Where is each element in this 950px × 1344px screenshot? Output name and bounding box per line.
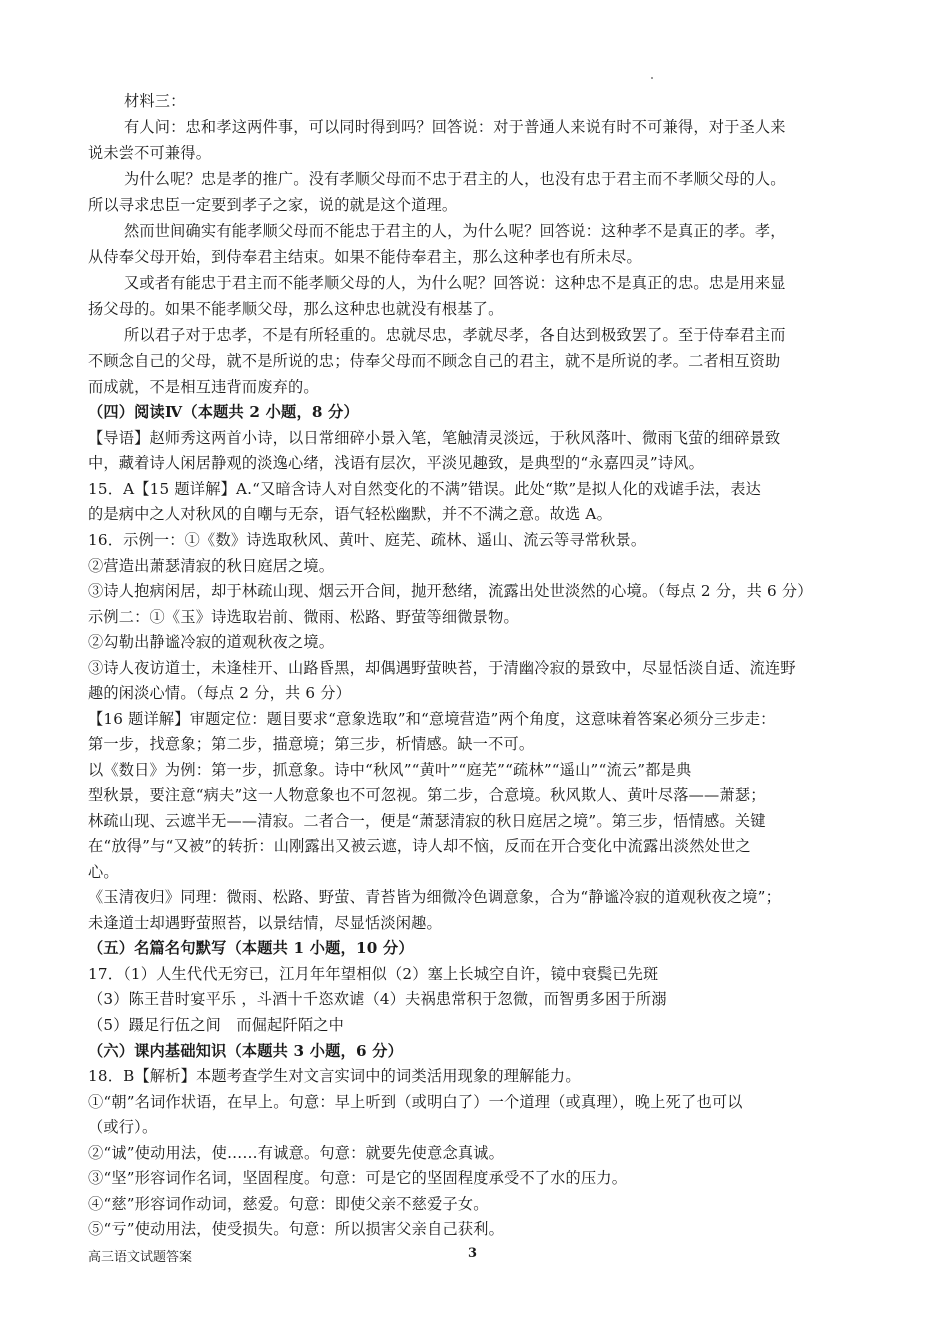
section6-heading: （六）课内基础知识（本题共 3 小题，6 分）: [88, 1042, 403, 1060]
section5-line: （5）蹑足行伍之间 而倔起阡陌之中: [88, 1016, 345, 1034]
section4-line: ②勾勒出静谧冷寂的道观秋夜之境。: [88, 633, 335, 651]
section4-line: ③诗人夜访道士，未逢桂开、山路昏黑，却偶遇野萤映苔，于清幽冷寂的景致中，尽显恬淡自适、流连野: [88, 659, 796, 677]
material3-title: 材料三：: [124, 92, 186, 110]
section4-line: ③诗人抱病闲居，却于林疏山现、烟云开合间，抛开愁绪，流露出处世淡然的心境。（每点 2 分，共 6 分）: [88, 582, 813, 600]
scan-speck: [651, 77, 653, 79]
section4-line: 示例二：①《玉》诗选取岩前、微雨、松路、野萤等细微景物。: [88, 608, 519, 626]
section5-line: 17．（1）人生代代无穷已，江月年年望相似（2）塞上长城空自许，镜中衰鬓已先斑: [88, 965, 659, 983]
material3-line: 所以君子对于忠孝，不是有所轻重的。忠就尽忠，孝就尽孝，各自达到极致罢了。至于侍奉君主而: [124, 326, 786, 344]
material3-line: 然而世间确实有能孝顺父母而不能忠于君主的人，为什么呢？回答说：这种孝不是真正的孝。孝，: [124, 222, 786, 240]
section6-line: ④“慈”形容词作动词，慈爱。句意：即使父亲不慈爱子女。: [88, 1195, 489, 1213]
section4-line: 第一步，找意象；第二步，描意境；第三步，析情感。缺一不可。: [88, 735, 535, 753]
material3-line: 又或者有能忠于君主而不能孝顺父母的人，为什么呢？回答说：这种忠不是真正的忠。忠是用来显: [124, 274, 786, 292]
section5-line: （3）陈王昔时宴平乐 ，斗酒十千恣欢谑（4）夫祸患常积于忽微，而智勇多困于所溺: [88, 990, 667, 1008]
section4-line: 15．A【15 题详解】A.“又暗含诗人对自然变化的不满”错误。此处“欺”是拟人化的戏谑手法，表达: [88, 480, 762, 498]
section5-heading: （五）名篇名句默写（本题共 1 小题，10 分）: [88, 939, 414, 957]
section4-line: 型秋景，要注意“病夫”这一人物意象也不可忽视。第二步，合意境。秋风欺人、黄叶尽落——萧瑟；: [88, 786, 766, 804]
section4-line: 中，藏着诗人闲居静观的淡逸心绪，浅语有层次，平淡见趣致，是典型的“永嘉四灵”诗风。: [88, 454, 705, 472]
material3-line: 扬父母的。如果不能孝顺父母，那么这种忠也就没有根基了。: [88, 300, 504, 318]
section6-line: （或行）。: [88, 1118, 158, 1136]
section4-line: 心。: [88, 863, 119, 881]
material3-line: 所以寻求忠臣一定要到孝子之家，说的就是这个道理。: [88, 196, 458, 214]
section4-line: 趣的闲淡心情。（每点 2 分，共 6 分）: [88, 684, 352, 702]
section4-line: 《玉清夜归》同理：微雨、松路、野萤、青苔皆为细微冷色调意象，合为“静谧冷寂的道观秋夜之境”；: [88, 888, 781, 906]
material3-line: 为什么呢？忠是孝的推广。没有孝顺父母而不忠于君主的人，也没有忠于君主而不孝顺父母的人。: [124, 170, 786, 188]
material3-line: 而成就，不是相互违背而废弃的。: [88, 378, 319, 396]
section6-line: 18．B【解析】本题考查学生对文言实词中的词类活用现象的理解能力。: [88, 1067, 581, 1085]
section4-line: 以《数日》为例：第一步，抓意象。诗中“秋风”“黄叶”“庭芜”“疏林”“遥山”“流云”都是典: [88, 761, 692, 779]
section4-line: 在“放得”与“又被”的转折：山刚露出又被云遮，诗人却不恼，反而在开合变化中流露出淡然处世之: [88, 837, 751, 855]
material3-line: 从侍奉父母开始，到侍奉君主结束。如果不能侍奉君主，那么这种孝也有所未尽。: [88, 248, 642, 266]
material3-line: 不顾念自己的父母，就不是所说的忠；侍奉父母而不顾念自己的君主，就不是所说的孝。二者相互资助: [88, 352, 781, 370]
material3-line: 说未尝不可兼得。: [88, 144, 212, 162]
section4-line: 未逢道士却遇野萤照苔，以景结情，尽显恬淡闲趣。: [88, 914, 442, 932]
section6-line: ③“坚”形容词作名词，坚固程度。句意：可是它的坚固程度承受不了水的压力。: [88, 1169, 628, 1187]
page-number: 3: [468, 1246, 478, 1261]
section4-line: 林疏山现、云遮半无——清寂。二者合一，便是“萧瑟清寂的秋日庭居之境”。第三步，悟情感。关键: [88, 812, 766, 830]
section4-line: ②营造出萧瑟清寂的秋日庭居之境。: [88, 557, 335, 575]
section6-line: ②“诚”使动用法，使……有诚意。句意：就要先使意念真诚。: [88, 1144, 505, 1162]
section6-line: ⑤“亏”使动用法，使受损失。句意：所以损害父亲自己获利。: [88, 1220, 505, 1238]
section4-line: 的是病中之人对秋风的自嘲与无奈，语气轻松幽默，并不不满之意。故选 A。: [88, 505, 612, 523]
section4-line: 【16 题详解】审题定位：题目要求“意象选取”和“意境营造”两个角度，这意味着答案必须分三步走：: [88, 710, 776, 728]
section4-heading: （四）阅读Ⅳ（本题共 2 小题，8 分）: [88, 403, 359, 421]
section4-line: 16．示例一：①《数》诗选取秋风、黄叶、庭芜、疏林、遥山、流云等寻常秋景。: [88, 531, 647, 549]
section4-line: 【导语】赵师秀这两首小诗，以日常细碎小景入笔，笔触清灵淡远，于秋风落叶、微雨飞萤的细碎景致: [88, 429, 781, 447]
section6-line: ①“朝”名词作状语，在早上。句意：早上听到（或明白了）一个道理（或真理），晚上死了也可以: [88, 1093, 743, 1111]
footer-title: 高三语文试题答案: [88, 1250, 193, 1265]
material3-line: 有人问：忠和孝这两件事，可以同时得到吗？回答说：对于普通人来说有时不可兼得，对于圣人来: [124, 118, 786, 136]
